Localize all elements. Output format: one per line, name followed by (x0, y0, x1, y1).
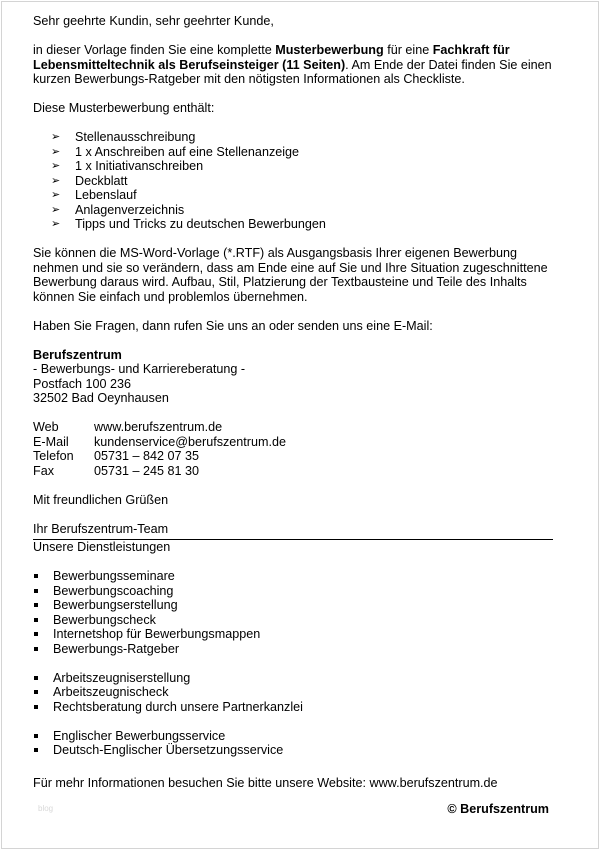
square-bullet-icon (34, 589, 38, 593)
list-item (33, 203, 553, 218)
list-item (33, 584, 553, 599)
list-item (33, 642, 553, 657)
square-bullet-icon (34, 574, 38, 578)
contents-heading: Diese Musterbewerbung enthält: (33, 101, 215, 115)
list-item (33, 130, 553, 145)
arrow-bullet-icon: ➢ (51, 160, 61, 172)
list-item-text: 1 x Anschreiben auf eine Stellenanzeige (75, 144, 300, 159)
list-item-text: Anlagenverzeichnis (75, 202, 185, 217)
square-bullet-icon (34, 734, 38, 738)
services-list-3 (33, 729, 553, 758)
contact-email (33, 435, 553, 450)
signature: Ihr Berufszentrum-Team (33, 521, 169, 536)
arrow-bullet-icon: ➢ (51, 203, 61, 216)
list-item (33, 700, 553, 715)
list-item (33, 174, 553, 189)
square-bullet-icon (34, 603, 38, 607)
intro-text-2: für eine (383, 43, 433, 57)
square-bullet-icon (34, 705, 38, 709)
arrow-bullet-icon: ➢ (51, 218, 61, 230)
list-item-text: Rechtsberatung durch unsere Partnerkanzlei (53, 699, 303, 714)
contact-label: Web (33, 420, 59, 434)
list-item (33, 188, 553, 203)
square-bullet-icon (34, 647, 38, 651)
intro-paragraph (33, 43, 553, 87)
list-item-text: Englischer Bewerbungsservice (53, 728, 226, 743)
square-bullet-icon (34, 690, 38, 694)
list-item-text: Internetshop für Bewerbungsmappen (53, 627, 261, 641)
services-list-2 (33, 671, 553, 715)
list-item-text: Bewerbungs-Ratgeber (53, 641, 180, 656)
list-item-text: Tipps und Tricks zu deutschen Bewerbungen (75, 217, 326, 231)
contact-phone (33, 449, 553, 464)
intro-bold-1: Musterbewerbung (275, 43, 384, 57)
square-bullet-icon (34, 748, 38, 752)
square-bullet-icon (34, 618, 38, 622)
company-tagline: - Bewerbungs- und Karriereberatung - (33, 362, 246, 376)
list-item-text: Deutsch-Englischer Übersetzungsservice (53, 743, 284, 757)
document-page (1, 1, 599, 849)
list-item-text: 1 x Initiativanschreiben (75, 159, 204, 173)
intro-bold-2: Fachkraft für Lebensmitteltechnik als Berufseinsteiger (11 Seiten) (33, 43, 510, 72)
contact-label: Fax (33, 463, 54, 478)
intro-text-3: . Am Ende der Datei finden Sie einen kurzen Bewerbungs-Ratgeber mit den nötigsten Informationen als Checkliste. (33, 57, 552, 86)
list-item-text: Deckblatt (75, 173, 128, 188)
list-item (33, 569, 553, 584)
list-item (33, 217, 553, 232)
contents-list (33, 130, 553, 232)
copyright: © Berufszentrum (447, 802, 549, 816)
list-item-text: Stellenausschreibung (75, 130, 196, 144)
list-item-text: Arbeitszeugniserstellung (53, 670, 191, 685)
square-bullet-icon (34, 632, 38, 636)
list-item (33, 598, 553, 613)
intro-text-1: in dieser Vorlage finden Sie eine komplette (33, 43, 276, 57)
arrow-bullet-icon: ➢ (51, 189, 61, 201)
list-item (33, 145, 553, 160)
contact-web (33, 420, 553, 435)
arrow-bullet-icon: ➢ (51, 145, 61, 158)
square-bullet-icon (34, 676, 38, 680)
arrow-bullet-icon: ➢ (51, 174, 61, 187)
list-item (33, 159, 553, 174)
usage-paragraph: Sie können die MS-Word-Vorlage (*.RTF) als Ausgangsbasis Ihrer eigenen Bewerbung nehmen und sie so verändern, dass am Ende eine auf Sie und Ihre Situation zugeschnittene Bewerbung daraus wird. Aufbau, Stil, Platzierung der Textbausteine und Teile des Inhalts können Sie einfach und problemlos übernehmen. (33, 246, 548, 304)
list-item (33, 671, 553, 686)
company-name-text: Berufszentrum (33, 347, 122, 362)
letter-body (33, 14, 553, 791)
email-link[interactable]: kundenservice@berufszentrum.de (94, 434, 286, 449)
list-item (33, 613, 553, 628)
list-item (33, 743, 553, 758)
address-line-2: 32502 Bad Oeynhausen (33, 391, 169, 405)
address-line-1: Postfach 100 236 (33, 376, 132, 391)
contact-label: E-Mail (33, 434, 69, 449)
contact-fax (33, 464, 553, 479)
questions-paragraph: Haben Sie Fragen, dann rufen Sie uns an oder senden uns eine E-Mail: (33, 318, 433, 333)
list-item-text: Arbeitszeugnischeck (53, 685, 169, 699)
list-item-text: Lebenslauf (75, 188, 137, 202)
list-item-text: Bewerbungsseminare (53, 569, 175, 583)
phone-value: 05731 – 842 07 35 (94, 449, 200, 463)
list-item (33, 729, 553, 744)
list-item (33, 627, 553, 642)
web-link[interactable]: www.berufszentrum.de (94, 420, 223, 434)
watermark: blog (38, 804, 54, 813)
contact-label: Telefon (33, 449, 74, 463)
services-heading: Unsere Dienstleistungen (33, 540, 171, 554)
fax-value: 05731 – 245 81 30 (94, 463, 200, 478)
closing: Mit freundlichen Grüßen (33, 492, 169, 507)
company-name (33, 348, 553, 363)
salutation: Sehr geehrte Kundin, sehr geehrter Kunde, (33, 14, 274, 28)
more-info: Für mehr Informationen besuchen Sie bitte unsere Website: www.berufszentrum.de (33, 776, 498, 790)
list-item-text: Bewerbungscheck (53, 612, 156, 627)
list-item (33, 685, 553, 700)
list-item-text: Bewerbungscoaching (53, 583, 174, 598)
services-list-1 (33, 569, 553, 656)
arrow-bullet-icon: ➢ (51, 131, 61, 143)
list-item-text: Bewerbungserstellung (53, 598, 178, 612)
